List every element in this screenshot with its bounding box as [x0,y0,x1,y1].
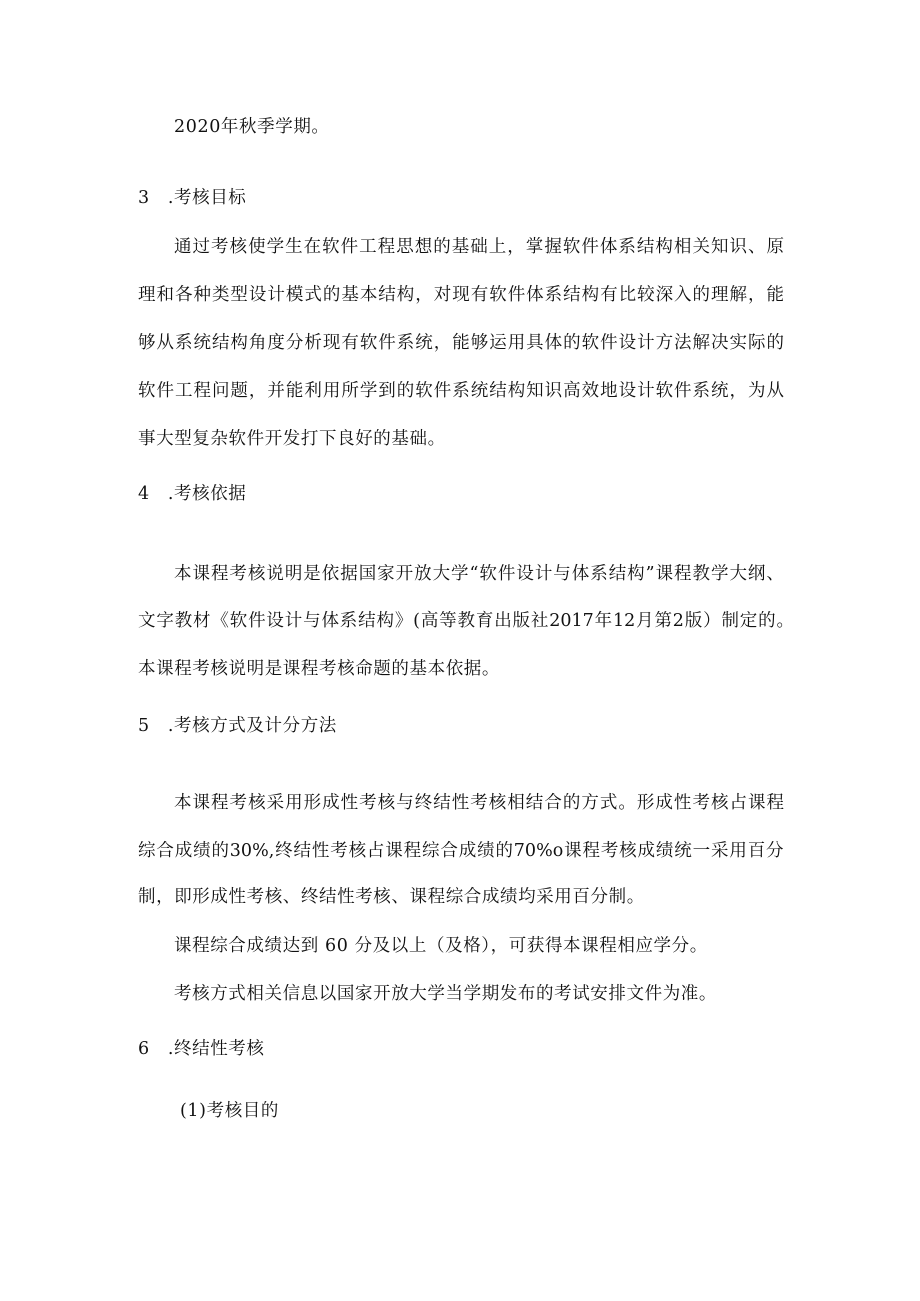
text-glyph: 文 [138,611,156,631]
text-glyph: 》 [394,611,413,631]
text-glyph: 30%, [229,841,275,861]
text-glyph: 系 [692,381,711,401]
text-glyph: 核 [619,841,637,861]
text-glyph: 软 [562,237,581,257]
text-glyph: 际 [747,333,766,353]
text-glyph: 型 [230,285,248,305]
text-glyph: 社 [530,611,549,631]
text-glyph: 国 [358,564,377,584]
text-glyph: 课 [192,793,211,813]
text-glyph: 统 [674,841,692,861]
text-glyph: 软 [415,381,433,401]
text-glyph: 的 [495,841,513,861]
text-glyph: 成 [655,793,673,813]
text-glyph: 从 [766,381,784,401]
text-glyph: 合 [544,793,562,813]
text-glyph: 工 [359,237,377,257]
text-glyph: 核 [247,564,266,584]
text-glyph: 结 [608,564,627,584]
text-glyph: 版 [684,611,703,631]
text-glyph: 采 [266,793,285,813]
text-glyph: 问 [211,381,230,401]
text-glyph: 件 [340,237,359,257]
text-glyph: 考 [470,793,488,813]
text-glyph: 是 [303,564,321,584]
section-3-heading: 3 .考核目标 [138,188,247,208]
text-glyph: 基 [451,237,470,257]
text-glyph: 考 [330,841,348,861]
text-glyph: 件 [507,285,526,305]
text-glyph: 有 [600,285,618,305]
text-glyph: 考 [229,564,247,584]
text-glyph: 设 [618,333,637,353]
text-glyph: 版 [512,611,531,631]
text-glyph: 现 [322,333,341,353]
text-glyph: 角 [248,333,267,353]
section-3-paragraph-line [138,379,784,403]
text-glyph: 。 [618,793,636,813]
text-glyph: 终 [414,793,433,813]
text-glyph: 析 [304,333,322,353]
text-glyph: 分 [285,333,304,353]
text-glyph: 的 [758,611,776,631]
text-glyph: 核 [248,793,266,813]
text-glyph: 所 [341,381,359,401]
text-glyph: 核 [377,793,396,813]
text-glyph: 年 [594,611,613,631]
text-glyph: 结 [525,793,544,813]
text-glyph: 12 [612,611,636,631]
text-glyph: 本 [174,793,192,813]
text-glyph: 软 [138,381,156,401]
text-glyph: 系 [544,285,563,305]
text-glyph: 学 [710,564,729,584]
text-glyph: 终 [275,841,293,861]
text-glyph: 结 [211,333,230,353]
text-glyph: 到 [378,381,396,401]
text-glyph: ” [645,564,655,584]
text-glyph: 程 [674,564,692,584]
text-glyph: 利 [304,381,322,401]
text-glyph: 程 [766,793,784,813]
section-3-paragraph-line [138,283,784,307]
text-glyph: 核 [348,841,367,861]
section-3-paragraph-line: 事大型复杂软件开发打下良好的基础。 [138,429,446,449]
text-glyph: 想 [414,237,433,257]
text-glyph: 握 [544,237,562,257]
text-glyph: 解 [692,333,711,353]
text-glyph: 出 [494,611,512,631]
text-glyph: 成 [458,841,477,861]
text-glyph: 相 [673,237,692,257]
text-glyph: 依 [321,564,340,584]
text-glyph: 方 [581,793,599,813]
text-glyph: 大 [432,564,451,584]
section-3-paragraph-line [138,331,784,355]
section-5-paragraph-line [174,791,784,815]
text-glyph: 百 [747,841,766,861]
text-glyph: 系 [618,237,636,257]
text-glyph: 程 [210,564,229,584]
text-glyph: 实 [729,333,747,353]
text-glyph: 较 [637,285,655,305]
text-glyph: 方 [655,333,674,353]
text-glyph: 原 [766,237,784,257]
text-glyph: 采 [710,841,729,861]
section-5-paragraph-line: 考核方式相关信息以国家开放大学当学期发布的考试安排文件为准。 [174,984,717,1004]
text-glyph: 基 [341,285,359,305]
text-glyph: 件 [600,333,618,353]
text-glyph: 系 [174,333,193,353]
text-glyph: 学 [451,564,469,584]
text-glyph: 运 [489,333,507,353]
text-glyph: 思 [396,237,414,257]
text-glyph: 类 [211,285,230,305]
text-glyph: 考 [211,237,229,257]
text-glyph: 绩 [655,841,674,861]
text-glyph: 开 [395,564,414,584]
section-6-heading: 6 .终结性考核 [138,1039,265,1059]
text-glyph: 构 [507,381,526,401]
text-glyph: 对 [433,285,452,305]
text-glyph: ， [415,285,433,305]
section-4-paragraph-line: 本课程考核说明是课程考核命题的基本依据。 [138,659,500,679]
text-glyph: 系 [339,611,358,631]
text-glyph: 月 [636,611,654,631]
text-glyph: 地 [600,381,618,401]
text-glyph: 说 [266,564,284,584]
text-glyph: 工 [174,381,193,401]
text-glyph: 课 [564,841,582,861]
text-glyph: 现 [452,285,470,305]
text-glyph: 综 [422,841,440,861]
text-glyph: 性 [451,793,470,813]
text-glyph: 第 [654,611,672,631]
text-glyph: 各 [174,285,193,305]
text-glyph: 的 [322,285,341,305]
text-glyph: 系 [396,333,415,353]
text-glyph: 统 [415,333,433,353]
text-glyph: ， [507,237,525,257]
text-glyph: ） [703,611,721,631]
text-glyph: 件 [674,381,692,401]
text-glyph: 成 [174,841,193,861]
text-glyph: 体 [571,564,590,584]
text-glyph: 的 [433,237,451,257]
text-glyph: 构 [627,564,645,584]
text-glyph: 软 [655,381,674,401]
text-glyph: 成 [637,841,656,861]
text-glyph: 字 [156,611,174,631]
text-glyph: 生 [285,237,303,257]
text-glyph: 、 [766,564,784,584]
text-glyph: 入 [674,285,692,305]
section-3-paragraph-line [174,235,784,259]
text-glyph: 结 [636,237,655,257]
text-glyph: 据 [340,564,358,584]
text-glyph: 用 [729,841,747,861]
text-glyph: 知 [526,381,544,401]
text-glyph: 绩 [193,841,211,861]
text-glyph: 程 [211,793,229,813]
text-glyph: 家 [377,564,395,584]
text-glyph: 关 [692,237,710,257]
text-glyph: 题 [230,381,248,401]
text-glyph: 的 [766,333,784,353]
text-glyph: 计 [534,564,553,584]
text-glyph: 软 [322,237,340,257]
text-glyph: 结 [489,381,507,401]
text-glyph: 用 [507,333,526,353]
text-glyph: 制 [721,611,739,631]
text-glyph: 结 [293,841,311,861]
text-glyph: 等 [439,611,457,631]
text-glyph: 用 [285,793,303,813]
text-glyph: 综 [138,841,156,861]
text-glyph: 知 [710,237,729,257]
text-glyph: 和 [156,285,174,305]
text-glyph: 教 [692,564,710,584]
text-glyph: 的 [692,285,711,305]
text-glyph: 《 [211,611,229,631]
text-glyph: ， [433,333,452,353]
text-glyph: 软 [229,611,248,631]
text-glyph: 结 [433,793,451,813]
text-glyph: 占 [366,841,385,861]
text-glyph: 软 [359,333,378,353]
section-5-paragraph-line [138,839,784,863]
text-glyph: 统 [193,333,211,353]
text-glyph: 从 [156,333,174,353]
text-glyph: 的 [562,793,581,813]
text-glyph: 软 [581,333,600,353]
text-glyph: 的 [563,333,581,353]
text-glyph: 放 [414,564,432,584]
text-glyph: 核 [488,793,507,813]
text-glyph: 的 [396,381,415,401]
text-glyph: 计 [637,333,655,353]
text-glyph: 考 [692,793,710,813]
text-glyph: 础 [470,237,488,257]
text-glyph: 考 [229,793,248,813]
text-glyph: ( [413,611,420,631]
text-glyph: 决 [711,333,729,353]
text-glyph: 与 [303,611,321,631]
text-glyph: 能 [452,333,470,353]
text-glyph: 软 [479,564,497,584]
text-glyph: 上 [488,237,507,257]
text-glyph: 设 [266,611,284,631]
text-glyph: 掌 [525,237,544,257]
text-glyph: 合 [440,841,458,861]
text-glyph: 一 [692,841,711,861]
text-glyph: 理 [711,285,729,305]
text-glyph: 、 [747,237,766,257]
text-glyph: 育 [475,611,494,631]
text-glyph: 能 [766,285,784,305]
text-glyph: 通 [174,237,192,257]
text-glyph: 比 [618,285,637,305]
text-glyph: 构 [376,611,394,631]
text-glyph: 程 [403,841,422,861]
text-glyph: 件 [581,237,599,257]
section-4-heading: 4 .考核依据 [138,484,247,504]
text-glyph: “ [469,564,479,584]
section-5-heading: 5 .考核方式及计分方法 [138,716,337,736]
text-glyph: 系 [590,564,608,584]
text-glyph: 高 [420,611,439,631]
text-glyph: 计 [267,285,285,305]
text-glyph: 过 [192,237,211,257]
text-glyph: 种 [193,285,211,305]
text-glyph: 并 [267,381,285,401]
text-glyph: 够 [138,333,156,353]
text-glyph: 体 [526,285,544,305]
text-glyph: 分 [766,841,784,861]
text-glyph: 识 [544,381,563,401]
text-glyph: 与 [553,564,571,584]
text-glyph: 考 [600,841,619,861]
text-glyph: 形 [303,793,322,813]
text-glyph: 课 [192,564,210,584]
text-glyph: 设 [248,285,267,305]
text-glyph: 与 [396,793,414,813]
text-glyph: 具 [526,333,544,353]
text-glyph: 统 [711,381,729,401]
text-glyph: 能 [285,381,304,401]
text-glyph: 课 [747,793,766,813]
text-glyph: 的 [211,841,229,861]
text-glyph: 效 [581,381,600,401]
text-glyph: 系 [452,381,470,401]
text-glyph: 相 [507,793,525,813]
text-glyph: 式 [599,793,618,813]
text-glyph: 结 [378,285,396,305]
text-glyph: 构 [581,285,600,305]
text-glyph: 核 [229,237,248,257]
text-glyph: 体 [599,237,618,257]
text-glyph: ， [248,381,267,401]
text-glyph: 设 [618,381,637,401]
text-glyph: 件 [248,611,266,631]
text-glyph: ， [729,381,747,401]
text-glyph: 体 [544,333,563,353]
section-5-paragraph-line: 制，即形成性考核、终结性考核、课程综合成绩均采用百分制。 [138,887,645,907]
text-glyph: 理 [138,285,156,305]
text-glyph: 有 [470,285,489,305]
text-glyph: 核 [710,793,729,813]
text-glyph: 学 [359,381,378,401]
text-glyph: 明 [284,564,303,584]
text-glyph: 学 [266,237,285,257]
intro-term-line: 2020年秋季学期。 [174,117,330,137]
text-glyph: 材 [193,611,211,631]
text-glyph: 件 [497,564,516,584]
text-glyph: 件 [378,333,396,353]
text-glyph: 程 [193,381,211,401]
text-glyph: 程 [377,237,396,257]
text-glyph: 够 [470,333,489,353]
text-glyph: 课 [385,841,403,861]
text-glyph: 70%o [513,841,564,861]
text-glyph: ， [747,285,766,305]
text-glyph: 模 [285,285,304,305]
text-glyph: 统 [470,381,489,401]
text-glyph: 构 [230,333,248,353]
text-glyph: 2 [672,611,684,631]
text-glyph: 件 [433,381,452,401]
text-glyph: 结 [563,285,581,305]
text-glyph: 课 [655,564,674,584]
text-glyph: 为 [747,381,766,401]
text-glyph: 有 [341,333,359,353]
text-glyph: 使 [248,237,266,257]
text-glyph: 结 [358,611,376,631]
text-glyph: 。 [776,611,794,631]
text-glyph: 解 [729,285,747,305]
section-6-subheading: (1)考核目的 [180,1101,279,1121]
text-glyph: 度 [267,333,285,353]
text-glyph: 件 [156,381,174,401]
text-glyph: 本 [174,564,192,584]
text-glyph: 构 [396,285,415,305]
text-glyph: 教 [174,611,193,631]
text-glyph: 性 [311,841,330,861]
text-glyph: 纲 [747,564,766,584]
text-glyph: 计 [637,381,655,401]
text-glyph: 识 [729,237,747,257]
text-glyph: 绩 [477,841,495,861]
text-glyph: 成 [322,793,340,813]
text-glyph: 形 [636,793,655,813]
section-4-paragraph-line [174,562,784,586]
text-glyph: 高 [563,381,581,401]
text-glyph: 性 [340,793,359,813]
text-glyph: 本 [359,285,378,305]
text-glyph: 大 [729,564,747,584]
text-glyph: 定 [739,611,758,631]
text-glyph: 构 [655,237,673,257]
text-glyph: 设 [516,564,534,584]
section-4-paragraph-line [138,609,794,633]
text-glyph: 用 [322,381,341,401]
text-glyph: 式 [304,285,322,305]
text-glyph: 计 [284,611,303,631]
text-glyph: 2017 [549,611,594,631]
text-glyph: 软 [489,285,507,305]
text-glyph: 法 [674,333,692,353]
text-glyph: 占 [729,793,747,813]
text-glyph: 教 [457,611,476,631]
text-glyph: 合 [156,841,174,861]
text-glyph: 程 [582,841,600,861]
text-glyph: 考 [359,793,377,813]
section-5-paragraph-line: 课程综合成绩达到 60 分及以上（及格），可获得本课程相应学分。 [174,936,708,956]
text-glyph: 在 [303,237,322,257]
text-glyph: 深 [655,285,674,305]
text-glyph: 体 [321,611,339,631]
text-glyph: 性 [673,793,692,813]
